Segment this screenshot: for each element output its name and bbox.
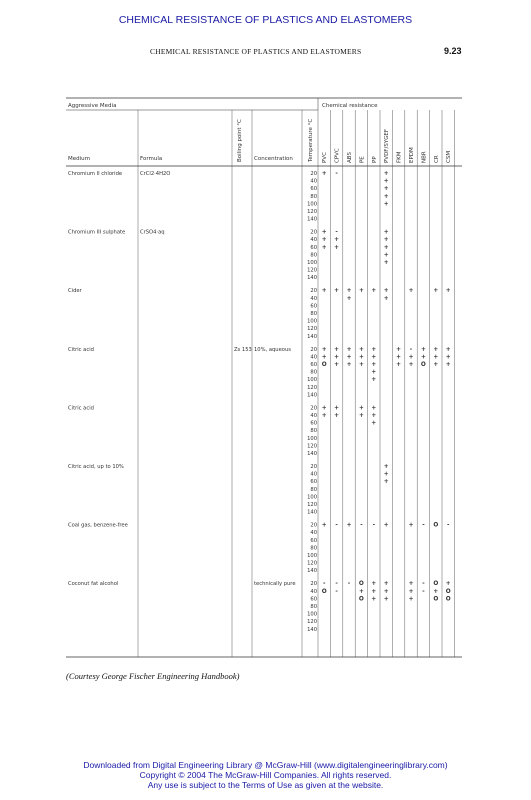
rating-symbol: +: [321, 171, 327, 177]
rating-symbol: +: [334, 237, 340, 244]
col-header-temperature: Temperature °C: [308, 118, 314, 162]
rating-symbol: -: [372, 522, 376, 529]
rating-symbol: -: [335, 588, 338, 595]
material-header: EPDM: [409, 147, 415, 163]
medium-formula: CrCl2·4H2O: [140, 171, 171, 177]
rating-symbol: +: [383, 295, 389, 302]
temperature-value: 60: [310, 420, 317, 427]
rating-symbol: +: [371, 588, 377, 595]
material-header: CR: [433, 155, 440, 163]
rating-symbol: +: [371, 346, 377, 353]
rating-symbol: +: [383, 471, 389, 478]
rating-symbol: +: [420, 354, 426, 361]
rating-symbol: +: [408, 288, 414, 295]
rating-symbol: +: [358, 405, 364, 412]
temperature-value: 120: [307, 443, 317, 450]
col-header-boiling-point: Boiling point °C: [237, 119, 243, 162]
rating-symbol: +: [383, 288, 389, 295]
temperature-value: 120: [307, 560, 317, 567]
rating-symbol: +: [408, 362, 414, 368]
temperature-value: 20: [310, 464, 317, 470]
temperature-value: 100: [307, 377, 317, 384]
temperature-value: 80: [310, 604, 317, 610]
rating-symbol: +: [445, 581, 451, 588]
temperature-value: 20: [310, 522, 317, 529]
rating-symbol: +: [321, 244, 327, 251]
temperature-value: 60: [310, 596, 317, 603]
temperature-value: 40: [310, 471, 317, 478]
temperature-value: 20: [310, 405, 317, 412]
col-header-medium: Medium: [68, 156, 90, 162]
col-header-formula: Formula: [140, 156, 163, 162]
footer-download-link[interactable]: Downloaded from Digital Engineering Library @ McGraw-Hill (www.digitalengineeringlibrary.com): [83, 760, 448, 770]
rating-symbol: -: [360, 522, 363, 529]
rating-symbol: +: [383, 178, 389, 185]
rating-symbol: +: [371, 369, 377, 376]
document-banner: CHEMICAL RESISTANCE OF PLASTICS AND ELASTOMERS: [118, 14, 413, 26]
temperature-value: 100: [307, 553, 317, 559]
rating-symbol: +: [358, 362, 364, 368]
rating-symbol: +: [321, 288, 327, 295]
material-header: ABS: [347, 152, 353, 163]
rating-symbol: O: [321, 362, 327, 368]
rating-symbol: +: [445, 288, 451, 295]
rating-symbol: +: [321, 413, 327, 419]
temperature-value: 80: [310, 545, 317, 552]
medium-name: Citric acid, up to 10%: [68, 464, 124, 470]
temperature-value: 120: [307, 384, 317, 391]
rating-symbol: +: [358, 346, 364, 353]
rating-symbol: +: [346, 346, 352, 353]
temperature-value: 40: [310, 178, 317, 185]
rating-symbol: O: [420, 362, 426, 368]
temperature-value: 40: [310, 588, 317, 595]
rating-symbol: +: [371, 420, 377, 427]
rating-symbol: +: [383, 171, 389, 177]
rating-symbol: +: [346, 288, 352, 295]
temperature-value: 140: [307, 568, 317, 575]
rating-symbol: +: [358, 588, 364, 595]
concentration-value: technically pure: [254, 581, 296, 588]
temperature-value: 80: [310, 252, 317, 259]
temperature-value: 100: [307, 494, 317, 501]
rating-symbol: -: [422, 522, 425, 529]
temperature-value: 100: [307, 260, 317, 266]
rating-symbol: +: [321, 354, 327, 361]
temperature-value: 100: [307, 611, 317, 618]
group-header-resistance: Chemical resistance: [322, 103, 378, 109]
temperature-value: 20: [310, 229, 317, 236]
material-header: CPVC: [334, 148, 341, 163]
temperature-value: 40: [310, 530, 317, 537]
rating-symbol: +: [371, 362, 377, 368]
material-header: FKM: [396, 151, 403, 163]
rating-symbol: +: [371, 581, 377, 588]
rating-symbol: O: [433, 596, 439, 603]
temperature-value: 40: [310, 237, 317, 244]
material-header: PVDF/SYGEF: [384, 128, 391, 163]
temperature-value: 20: [310, 288, 317, 295]
rating-symbol: +: [396, 346, 402, 353]
rating-symbol: +: [371, 354, 377, 361]
rating-symbol: -: [422, 581, 425, 588]
temperature-value: 120: [307, 502, 317, 508]
temperature-value: 140: [307, 509, 317, 516]
rating-symbol: +: [383, 464, 389, 470]
rating-symbol: +: [408, 354, 414, 361]
temperature-value: 40: [310, 295, 317, 302]
rating-symbol: +: [383, 522, 389, 529]
rating-symbol: +: [346, 354, 352, 361]
medium-formula: CrSO4·aq: [140, 229, 165, 236]
rating-symbol: +: [383, 596, 389, 603]
rating-symbol: +: [346, 362, 352, 368]
rating-symbol: +: [433, 354, 439, 361]
medium-name: Chromium II chloride: [68, 171, 123, 177]
material-header: PVC: [322, 152, 329, 163]
rating-symbol: -: [335, 522, 338, 529]
page-number: 9.23: [444, 46, 462, 56]
temperature-value: 20: [310, 581, 317, 588]
rating-symbol: +: [371, 596, 377, 603]
temperature-value: 120: [307, 209, 317, 215]
rating-symbol: +: [334, 413, 340, 419]
temperature-value: 80: [310, 311, 317, 317]
temperature-value: 40: [310, 354, 317, 361]
col-header-concentration: Concentration: [254, 156, 293, 162]
rating-symbol: +: [371, 405, 377, 412]
rating-symbol: +: [346, 295, 352, 302]
rating-symbol: +: [321, 346, 327, 353]
rating-symbol: +: [358, 413, 364, 419]
rating-symbol: +: [346, 522, 352, 529]
rating-symbol: +: [383, 581, 389, 588]
running-head: CHEMICAL RESISTANCE OF PLASTICS AND ELASTOMERS: [150, 47, 362, 56]
rating-symbol: +: [321, 522, 327, 529]
temperature-value: 80: [310, 428, 317, 435]
boiling-point-value: Zs 153: [234, 346, 252, 353]
rating-symbol: +: [371, 413, 377, 419]
temperature-value: 140: [307, 275, 317, 282]
rating-symbol: +: [358, 288, 364, 295]
rating-symbol: -: [335, 581, 338, 588]
rating-symbol: +: [358, 354, 364, 361]
temperature-value: 20: [310, 346, 317, 353]
footer-terms: Any use is subject to the Terms of Use as given at the website.: [147, 780, 384, 790]
material-header: NBR: [421, 151, 428, 163]
rating-symbol: +: [321, 237, 327, 244]
rating-symbol: +: [383, 588, 389, 595]
rating-symbol: +: [420, 346, 426, 353]
medium-name: Citric acid: [68, 346, 94, 353]
rating-symbol: +: [383, 193, 389, 200]
temperature-value: 40: [310, 413, 317, 419]
rating-symbol: +: [433, 362, 439, 368]
rating-symbol: -: [347, 581, 351, 588]
temperature-value: 140: [307, 626, 317, 633]
concentration-value: 10%, aqueous: [254, 346, 291, 353]
temperature-value: 60: [310, 303, 317, 310]
rating-symbol: O: [445, 588, 451, 595]
temperature-value: 80: [310, 369, 317, 376]
rating-symbol: +: [433, 288, 439, 295]
rating-symbol: +: [334, 244, 340, 251]
medium-name: Cider: [68, 288, 82, 295]
rating-symbol: O: [358, 581, 364, 588]
rating-symbol: +: [321, 229, 327, 236]
rating-symbol: +: [396, 354, 402, 361]
rating-symbol: +: [383, 201, 389, 208]
rating-symbol: +: [408, 581, 414, 588]
rating-symbol: O: [445, 596, 451, 603]
rating-symbol: -: [335, 171, 338, 177]
rating-symbol: +: [334, 405, 340, 412]
temperature-value: 20: [310, 171, 317, 177]
temperature-value: 80: [310, 486, 317, 493]
table-caption: (Courtesy George Fischer Engineering Handbook): [66, 671, 240, 681]
rating-symbol: +: [433, 346, 439, 353]
medium-name: Coconut fat alcohol: [68, 581, 119, 588]
rating-symbol: +: [334, 354, 340, 361]
temperature-value: 120: [307, 326, 317, 333]
material-header: CSM: [446, 150, 453, 163]
rating-symbol: +: [334, 362, 340, 368]
temperature-value: 60: [310, 537, 317, 544]
rating-symbol: +: [383, 244, 389, 251]
rating-symbol: +: [334, 288, 340, 295]
medium-name: Citric acid: [68, 405, 94, 412]
rating-symbol: -: [409, 346, 413, 353]
temperature-value: 60: [310, 244, 317, 251]
rating-symbol: +: [445, 362, 451, 368]
temperature-value: 100: [307, 318, 317, 325]
rating-symbol: +: [321, 405, 327, 412]
rating-symbol: +: [408, 522, 414, 529]
rating-symbol: O: [433, 581, 439, 588]
rating-symbol: +: [445, 354, 451, 361]
rating-symbol: +: [371, 377, 377, 384]
rating-symbol: +: [334, 346, 340, 353]
temperature-value: 60: [310, 479, 317, 486]
rating-symbol: +: [445, 346, 451, 353]
rating-symbol: O: [321, 588, 327, 595]
rating-symbol: +: [371, 288, 377, 295]
rating-symbol: O: [358, 596, 364, 603]
material-header: PP: [371, 156, 378, 163]
medium-name: Coal gas, benzene-free: [68, 522, 128, 529]
temperature-value: 120: [307, 267, 317, 274]
rating-symbol: +: [383, 252, 389, 259]
rating-symbol: -: [422, 588, 425, 595]
medium-name: Chromium III sulphate: [68, 229, 126, 236]
rating-symbol: +: [383, 237, 389, 244]
rating-symbol: +: [383, 229, 389, 236]
rating-symbol: +: [383, 186, 389, 193]
temperature-value: 100: [307, 435, 317, 442]
material-header: PE: [359, 156, 366, 163]
group-header-media: Aggressive Media: [68, 103, 117, 109]
temperature-value: 140: [307, 451, 317, 457]
rating-symbol: +: [383, 479, 389, 486]
rating-symbol: -: [446, 522, 450, 529]
temperature-value: 60: [310, 186, 317, 193]
rating-symbol: +: [383, 260, 389, 266]
rating-symbol: +: [408, 588, 414, 595]
temperature-value: 100: [307, 201, 317, 208]
rating-symbol: +: [433, 588, 439, 595]
rating-symbol: +: [408, 596, 414, 603]
rating-symbol: -: [335, 229, 338, 236]
temperature-value: 140: [307, 216, 317, 223]
rating-symbol: +: [396, 362, 402, 368]
rating-symbol: O: [433, 522, 439, 529]
temperature-value: 60: [310, 362, 317, 368]
temperature-value: 120: [307, 619, 317, 626]
footer-copyright: Copyright © 2004 The McGraw-Hill Companies. All rights reserved.: [139, 770, 392, 780]
temperature-value: 140: [307, 333, 317, 340]
rating-symbol: -: [322, 581, 326, 588]
temperature-value: 80: [310, 193, 317, 200]
temperature-value: 140: [307, 392, 317, 399]
